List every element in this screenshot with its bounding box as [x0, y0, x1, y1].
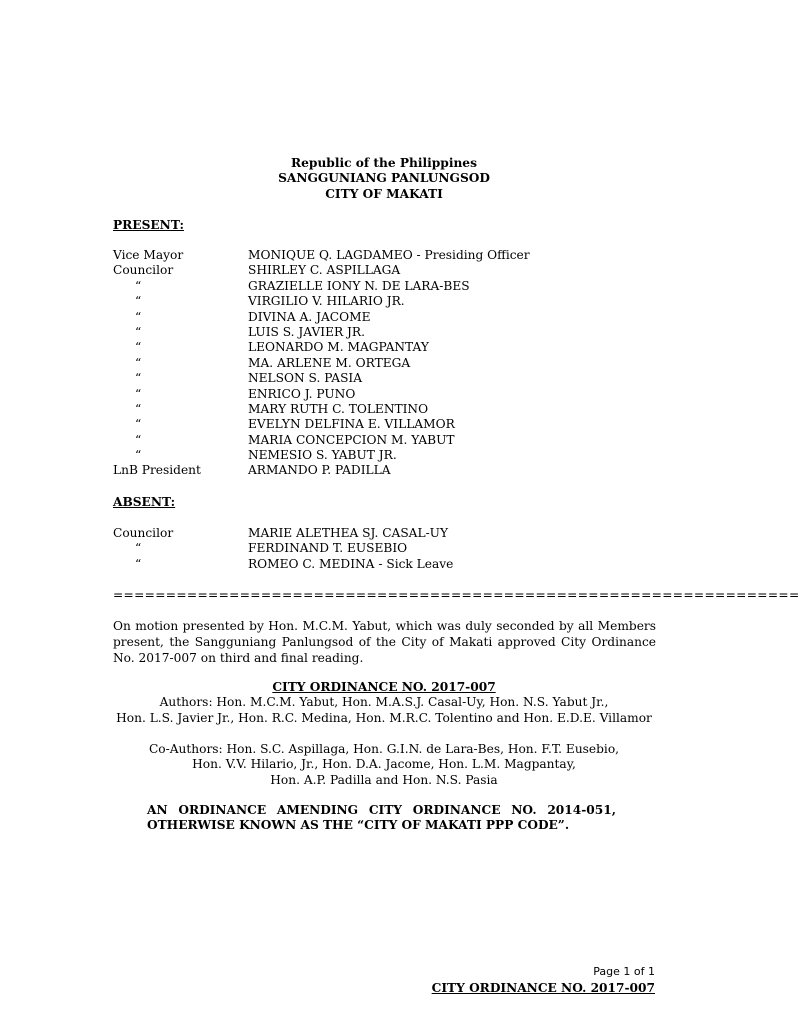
absent-label: ABSENT:: [113, 495, 176, 509]
member-role: “: [135, 340, 142, 355]
authors-line: Hon. L.S. Javier Jr., Hon. R.C. Medina, Hon. M.R.C. Tolentino and Hon. E.D.E. Villamor: [116, 710, 652, 725]
roster-row: [113, 387, 655, 402]
member-name: VIRGILIO V. HILARIO JR.: [248, 294, 405, 309]
member-name: MARIA CONCEPCION M. YABUT: [248, 432, 455, 447]
member-role: “: [135, 294, 142, 309]
member-role: Vice Mayor: [113, 248, 184, 262]
roster-row: [113, 448, 655, 463]
coauthors-line: Hon. A.P. Padilla and Hon. N.S. Pasia: [270, 772, 498, 787]
roster-row: [113, 433, 655, 448]
member-name: LEONARDO M. MAGPANTAY: [248, 340, 429, 355]
member-role: “: [135, 401, 142, 416]
present-label: PRESENT:: [113, 218, 184, 232]
roster-row: [113, 356, 655, 371]
roster-row: [113, 248, 655, 263]
member-role: “: [135, 448, 142, 463]
present-roster: [113, 248, 655, 479]
section-divider: =================================================================: [113, 588, 800, 602]
document-header: [113, 156, 655, 202]
roster-row: [113, 325, 655, 340]
roster-row: [113, 310, 655, 325]
member-role: “: [135, 556, 142, 571]
roster-row: [113, 557, 655, 572]
roster-row: [113, 279, 655, 294]
roster-row: [113, 402, 655, 417]
roster-row: [113, 463, 655, 478]
roster-row: [113, 263, 655, 278]
member-role: “: [135, 417, 142, 432]
roster-row: [113, 541, 655, 556]
member-role: “: [135, 371, 142, 386]
member-name: EVELYN DELFINA E. VILLAMOR: [248, 417, 455, 432]
ordinance-heading: [147, 803, 616, 834]
coauthors-block: [113, 742, 655, 788]
member-name: FERDINAND T. EUSEBIO: [248, 541, 408, 556]
header-council: SANGGUNIANG PANLUNGSOD: [278, 171, 490, 186]
member-name: ENRICO J. PUNO: [248, 386, 356, 401]
member-name: NELSON S. PASIA: [248, 371, 363, 386]
member-role: “: [135, 309, 142, 324]
member-role: “: [135, 355, 142, 370]
ordinance-heading-line: AN ORDINANCE AMENDING CITY ORDINANCE NO. 2014-051,: [147, 803, 616, 817]
member-name: MA. ARLENE M. ORTEGA: [248, 355, 411, 370]
footer-ordinance: CITY ORDINANCE NO. 2017-007: [431, 981, 655, 995]
member-name: MARIE ALETHEA SJ. CASAL-UY: [248, 526, 449, 540]
member-name: MONIQUE Q. LAGDAMEO - Presiding Officer: [248, 248, 530, 262]
member-role: “: [135, 278, 142, 293]
page-number: Page 1 of 1: [593, 965, 655, 978]
member-name: SHIRLEY C. ASPILLAGA: [248, 263, 401, 278]
member-role: “: [135, 386, 142, 401]
member-role: “: [135, 541, 142, 556]
header-republic: Republic of the Philippines: [291, 156, 477, 170]
header-city: CITY OF MAKATI: [325, 186, 443, 201]
authors-line: Authors: Hon. M.C.M. Yabut, Hon. M.A.S.J. Casal-Uy, Hon. N.S. Yabut Jr.,: [159, 695, 609, 710]
absent-roster: [113, 526, 655, 572]
coauthors-line: Hon. V.V. Hilario, Jr., Hon. D.A. Jacome, Hon. L.M. Magpantay,: [192, 757, 576, 772]
roster-row: [113, 371, 655, 386]
member-role: Councilor: [113, 263, 174, 278]
member-name: MARY RUTH C. TOLENTINO: [248, 401, 429, 416]
ordinance-heading-line: OTHERWISE KNOWN AS THE “CITY OF MAKATI PPP CODE”.: [147, 818, 570, 833]
member-role: Councilor: [113, 526, 174, 540]
ordinance-title: CITY ORDINANCE NO. 2017-007: [272, 680, 496, 694]
member-name: NEMESIO S. YABUT JR.: [248, 448, 397, 463]
coauthors-line: Co-Authors: Hon. S.C. Aspillaga, Hon. G.I.N. de Lara-Bes, Hon. F.T. Eusebio,: [148, 742, 620, 756]
roster-row: [113, 294, 655, 309]
member-name: DIVINA A. JACOME: [248, 309, 371, 324]
roster-row: [113, 340, 655, 355]
roster-row: [113, 526, 655, 541]
member-role: “: [135, 324, 142, 339]
member-role: “: [135, 432, 142, 447]
motion-paragraph: On motion presented by Hon. M.C.M. Yabut, which was duly seconded by all Members present, the Sangguniang Panlungsod of the City of Makati approved City Ordinance No. 2017-007 on third and final reading.: [113, 619, 656, 666]
member-name: ARMANDO P. PADILLA: [248, 463, 391, 478]
roster-row: [113, 417, 655, 432]
ordinance-authors-block: [113, 680, 655, 726]
member-name: LUIS S. JAVIER JR.: [248, 324, 365, 339]
member-name: GRAZIELLE IONY N. DE LARA-BES: [248, 278, 470, 293]
member-role: LnB President: [113, 463, 201, 478]
member-name: ROMEO C. MEDINA - Sick Leave: [248, 556, 454, 571]
